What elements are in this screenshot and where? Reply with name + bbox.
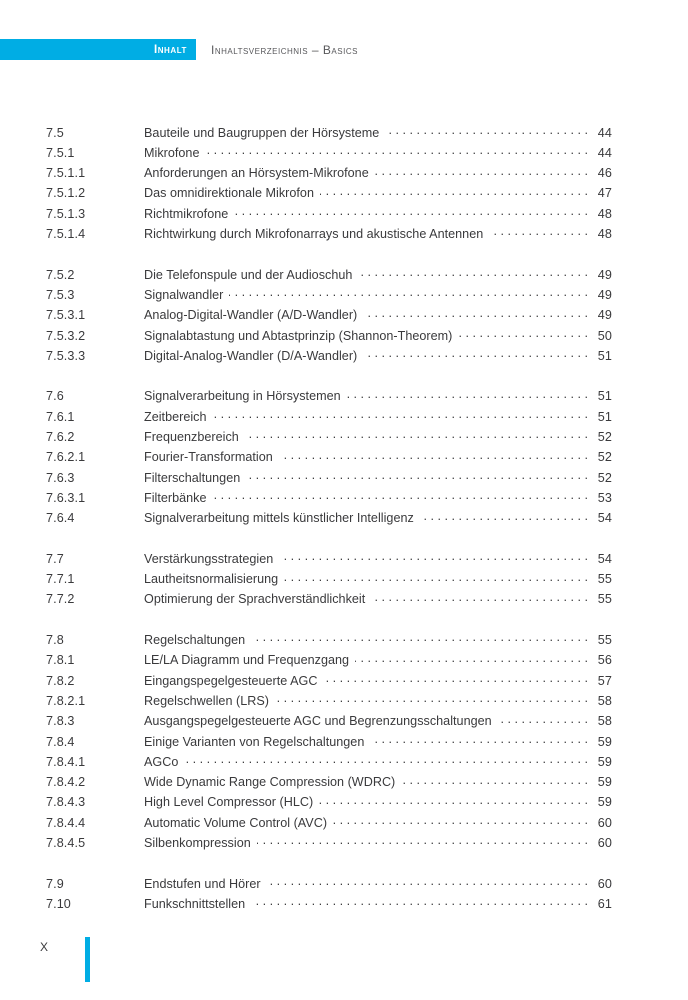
toc-entry-number: 7.9: [46, 876, 64, 891]
toc-entry-title: Signalverarbeitung mittels künstlicher Intelligenz: [144, 511, 414, 526]
toc-entry-title: Signalwandler: [144, 287, 224, 302]
toc-entry-page: 60: [597, 876, 612, 891]
toc-entry-body: [144, 408, 592, 424]
toc-entry-title: Einige Varianten von Regelschaltungen: [144, 734, 365, 749]
toc-entry[interactable]: [46, 652, 612, 672]
toc-dot-leader: [347, 388, 588, 401]
toc-entry-number: 7.5.1.3: [46, 206, 86, 221]
toc-entry-title: Ausgangspegelgesteuerte AGC und Begrenzungsschaltungen: [144, 714, 492, 729]
toc-entry-body: [144, 185, 592, 201]
toc-entry-title: Bauteile und Baugruppen der Hörsysteme: [144, 125, 380, 140]
toc-entry-number: 7.8.4.3: [46, 795, 86, 810]
toc-entry[interactable]: [46, 875, 612, 895]
toc-entry-page: 55: [597, 592, 612, 607]
toc-entry-title: High Level Compressor (HLC): [144, 795, 314, 810]
toc-entry-title: Mikrofone: [144, 145, 200, 160]
toc-entry[interactable]: [46, 713, 612, 733]
toc-entry-body: [144, 753, 592, 769]
toc-entry-title: Funkschnittstellen: [144, 896, 246, 911]
table-of-contents: [46, 124, 612, 916]
toc-group: [46, 550, 612, 611]
toc-entry-number: 7.6.3.1: [46, 490, 86, 505]
footer-accent-rule: [85, 937, 90, 982]
toc-entry[interactable]: [46, 327, 612, 347]
toc-dot-leader: [279, 449, 588, 462]
toc-dot-leader: [184, 753, 588, 766]
toc-entry[interactable]: [46, 205, 612, 225]
toc-entry-title: Filterbänke: [144, 490, 207, 505]
running-header: [0, 39, 688, 60]
toc-dot-leader: [213, 408, 588, 421]
toc-entry[interactable]: [46, 814, 612, 834]
toc-dot-leader: [234, 205, 588, 218]
toc-entry[interactable]: [46, 469, 612, 489]
toc-entry-number: 7.6: [46, 389, 64, 404]
toc-entry-number: 7.10: [46, 896, 71, 911]
toc-entry-title: Anforderungen an Hörsystem-Mikrofone: [144, 166, 369, 181]
toc-entry[interactable]: [46, 774, 612, 794]
toc-entry-body: [144, 144, 592, 160]
toc-entry[interactable]: [46, 165, 612, 185]
toc-entry-page: 61: [597, 896, 612, 911]
toc-entry-title: Optimierung der Sprachverständlichkeit: [144, 592, 366, 607]
toc-entry-page: 48: [597, 227, 612, 242]
toc-entry-body: [144, 266, 592, 282]
toc-entry-page: 55: [597, 633, 612, 648]
toc-entry[interactable]: [46, 144, 612, 164]
toc-entry-number: 7.8.4.1: [46, 754, 86, 769]
toc-dot-leader: [251, 895, 588, 908]
toc-entry-title: LE/LA Diagramm und Frequenzgang: [144, 653, 350, 668]
toc-entry[interactable]: [46, 428, 612, 448]
toc-entry-body: [144, 875, 592, 891]
toc-entry-body: [144, 692, 592, 708]
toc-dot-leader: [275, 692, 588, 705]
toc-entry-number: 7.8.2.1: [46, 693, 86, 708]
toc-dot-leader: [333, 814, 588, 827]
toc-entry[interactable]: [46, 672, 612, 692]
toc-entry-page: 57: [597, 673, 612, 688]
toc-entry[interactable]: [46, 631, 612, 651]
toc-entry[interactable]: [46, 185, 612, 205]
toc-entry[interactable]: [46, 225, 612, 245]
toc-entry-title: Lautheitsnormalisierung: [144, 572, 279, 587]
toc-entry[interactable]: [46, 834, 612, 854]
toc-entry-title: Automatic Volume Control (AVC): [144, 815, 328, 830]
header-section-tab-label: Inhalt: [153, 43, 187, 56]
toc-entry[interactable]: [46, 124, 612, 144]
toc-entry-number: 7.6.2.1: [46, 450, 86, 465]
toc-entry-body: [144, 834, 592, 850]
toc-entry-body: [144, 794, 592, 810]
toc-entry-body: [144, 571, 592, 587]
toc-entry-body: [144, 489, 592, 505]
toc-dot-leader: [320, 185, 588, 198]
toc-entry-number: 7.6.3: [46, 470, 75, 485]
toc-dot-leader: [284, 571, 588, 584]
toc-entry-number: 7.5.1.2: [46, 186, 86, 201]
toc-dot-leader: [279, 550, 588, 563]
toc-entry-number: 7.5.1.1: [46, 166, 86, 181]
toc-entry-body: [144, 225, 592, 241]
toc-dot-leader: [420, 510, 588, 523]
toc-entry-page: 49: [597, 267, 612, 282]
toc-entry-body: [144, 895, 592, 911]
page-footer: [0, 940, 688, 1000]
toc-entry-page: 55: [597, 572, 612, 587]
toc-entry-page: 54: [597, 551, 612, 566]
toc-entry-page: 52: [597, 450, 612, 465]
toc-entry-number: 7.5.2: [46, 267, 75, 282]
toc-entry-number: 7.5.1: [46, 145, 75, 160]
toc-entry-page: 50: [597, 328, 612, 343]
toc-entry-page: 51: [597, 409, 612, 424]
toc-entry-number: 7.7.2: [46, 592, 75, 607]
toc-entry-page: 46: [597, 166, 612, 181]
toc-dot-leader: [213, 489, 588, 502]
toc-entry-page: 48: [597, 206, 612, 221]
toc-entry-body: [144, 307, 592, 323]
toc-entry-page: 47: [597, 186, 612, 201]
toc-dot-leader: [245, 428, 588, 441]
toc-entry-number: 7.5.3: [46, 287, 75, 302]
toc-entry[interactable]: [46, 733, 612, 753]
toc-entry-title: Endstufen und Hörer: [144, 876, 261, 891]
toc-entry-page: 59: [597, 795, 612, 810]
toc-entry-page: 49: [597, 308, 612, 323]
toc-entry-body: [144, 550, 592, 566]
toc-entry[interactable]: [46, 510, 612, 530]
toc-entry-number: 7.8.4.2: [46, 775, 86, 790]
toc-entry-number: 7.8: [46, 633, 64, 648]
toc-entry-title: Richtmikrofone: [144, 206, 229, 221]
toc-entry-body: [144, 449, 592, 465]
toc-entry-title: Verstärkungsstrategien: [144, 551, 274, 566]
toc-entry-title: Das omnidirektionale Mikrofon: [144, 186, 314, 201]
toc-dot-leader: [385, 124, 588, 137]
toc-dot-leader: [498, 713, 588, 726]
toc-entry-number: 7.6.4: [46, 511, 75, 526]
toc-entry-number: 7.6.1: [46, 409, 75, 424]
toc-entry-number: 7.5.1.4: [46, 227, 86, 242]
header-section-tab: [0, 39, 196, 60]
toc-entry-number: 7.7.1: [46, 572, 75, 587]
toc-entry[interactable]: [46, 571, 612, 591]
toc-entry[interactable]: [46, 489, 612, 509]
toc-dot-leader: [363, 307, 588, 320]
toc-dot-leader: [229, 286, 588, 299]
toc-dot-leader: [363, 347, 588, 360]
header-chapter-title: Inhaltsverzeichnis – Basics: [211, 42, 358, 57]
toc-entry-title: Regelschaltungen: [144, 633, 246, 648]
toc-entry-number: 7.5.3.2: [46, 328, 86, 343]
toc-entry-number: 7.5.3.1: [46, 308, 86, 323]
toc-entry-body: [144, 652, 592, 668]
toc-entry-body: [144, 733, 592, 749]
toc-entry-number: 7.8.4.5: [46, 835, 86, 850]
toc-entry-page: 44: [597, 125, 612, 140]
toc-entry-number: 7.8.4.4: [46, 815, 86, 830]
toc-entry-page: 58: [597, 693, 612, 708]
toc-entry-page: 59: [597, 775, 612, 790]
toc-entry-title: Richtwirkung durch Mikrofonarrays und akustische Antennen: [144, 227, 484, 242]
toc-entry-page: 52: [597, 430, 612, 445]
toc-dot-leader: [246, 469, 588, 482]
toc-entry[interactable]: [46, 591, 612, 611]
toc-entry[interactable]: [46, 286, 612, 306]
toc-entry-body: [144, 469, 592, 485]
toc-entry-body: [144, 286, 592, 302]
toc-dot-leader: [251, 631, 588, 644]
toc-dot-leader: [370, 733, 588, 746]
toc-entry-page: 49: [597, 287, 612, 302]
toc-entry-number: 7.8.4: [46, 734, 75, 749]
toc-entry-page: 58: [597, 714, 612, 729]
toc-entry-page: 60: [597, 815, 612, 830]
toc-entry[interactable]: [46, 895, 612, 915]
folio-number: X: [40, 940, 49, 954]
toc-entry[interactable]: [46, 753, 612, 773]
toc-entry-number: 7.8.2: [46, 673, 75, 688]
toc-entry-body: [144, 591, 592, 607]
toc-entry-title: Signalverarbeitung in Hörsystemen: [144, 389, 341, 404]
toc-entry[interactable]: [46, 307, 612, 327]
toc-dot-leader: [489, 225, 588, 238]
toc-dot-leader: [323, 672, 588, 685]
toc-entry-body: [144, 510, 592, 526]
toc-entry-title: Signalabtastung und Abtastprinzip (Shannon-Theorem): [144, 328, 453, 343]
toc-entry-page: 51: [597, 389, 612, 404]
toc-dot-leader: [319, 794, 588, 807]
toc-entry[interactable]: [46, 388, 612, 408]
toc-entry[interactable]: [46, 347, 612, 367]
toc-dot-leader: [355, 652, 588, 665]
toc-entry[interactable]: [46, 449, 612, 469]
toc-entry-page: 60: [597, 835, 612, 850]
toc-dot-leader: [371, 591, 588, 604]
toc-entry-title: Fourier-Transformation: [144, 450, 273, 465]
toc-entry-number: 7.7: [46, 551, 64, 566]
toc-entry-body: [144, 388, 592, 404]
toc-entry[interactable]: [46, 266, 612, 286]
toc-entry-body: [144, 124, 592, 140]
toc-entry-title: AGCo: [144, 754, 179, 769]
toc-entry-body: [144, 205, 592, 221]
toc-entry-body: [144, 428, 592, 444]
toc-group: [46, 875, 612, 916]
toc-dot-leader: [267, 875, 588, 888]
toc-entry-number: 7.8.1: [46, 653, 75, 668]
toc-entry-number: 7.5: [46, 125, 64, 140]
toc-entry[interactable]: [46, 408, 612, 428]
toc-entry-title: Zeitbereich: [144, 409, 207, 424]
toc-entry-title: Wide Dynamic Range Compression (WDRC): [144, 775, 396, 790]
toc-entry-title: Die Telefonspule und der Audioschuh: [144, 267, 353, 282]
toc-entry-body: [144, 631, 592, 647]
toc-dot-leader: [257, 834, 588, 847]
toc-entry-title: Regelschwellen (LRS): [144, 693, 269, 708]
toc-dot-leader: [458, 327, 588, 340]
toc-entry-title: Digital-Analog-Wandler (D/A-Wandler): [144, 348, 358, 363]
toc-group: [46, 631, 612, 854]
toc-entry-body: [144, 774, 592, 790]
toc-group: [46, 266, 612, 367]
toc-entry-page: 51: [597, 348, 612, 363]
toc-entry-body: [144, 327, 592, 343]
toc-entry-number: 7.6.2: [46, 430, 75, 445]
toc-entry[interactable]: [46, 550, 612, 570]
toc-entry-page: 54: [597, 511, 612, 526]
toc-entry[interactable]: [46, 692, 612, 712]
toc-entry-body: [144, 713, 592, 729]
toc-entry-page: 44: [597, 145, 612, 160]
toc-entry-body: [144, 672, 592, 688]
toc-group: [46, 388, 612, 530]
toc-dot-leader: [401, 774, 588, 787]
toc-dot-leader: [358, 266, 588, 279]
toc-dot-leader: [205, 144, 588, 157]
toc-entry-body: [144, 165, 592, 181]
toc-entry-page: 59: [597, 734, 612, 749]
toc-entry[interactable]: [46, 794, 612, 814]
toc-entry-body: [144, 347, 592, 363]
toc-entry-title: Silbenkompression: [144, 835, 251, 850]
toc-entry-page: 59: [597, 754, 612, 769]
toc-entry-title: Frequenzbereich: [144, 430, 239, 445]
toc-entry-number: 7.8.3: [46, 714, 75, 729]
toc-entry-page: 56: [597, 653, 612, 668]
toc-entry-page: 52: [597, 470, 612, 485]
toc-group: [46, 124, 612, 246]
toc-entry-title: Analog-Digital-Wandler (A/D-Wandler): [144, 308, 358, 323]
toc-dot-leader: [375, 165, 588, 178]
toc-entry-page: 53: [597, 490, 612, 505]
toc-entry-body: [144, 814, 592, 830]
toc-entry-number: 7.5.3.3: [46, 348, 86, 363]
toc-entry-title: Eingangspegelgesteuerte AGC: [144, 673, 318, 688]
toc-entry-title: Filterschaltungen: [144, 470, 241, 485]
